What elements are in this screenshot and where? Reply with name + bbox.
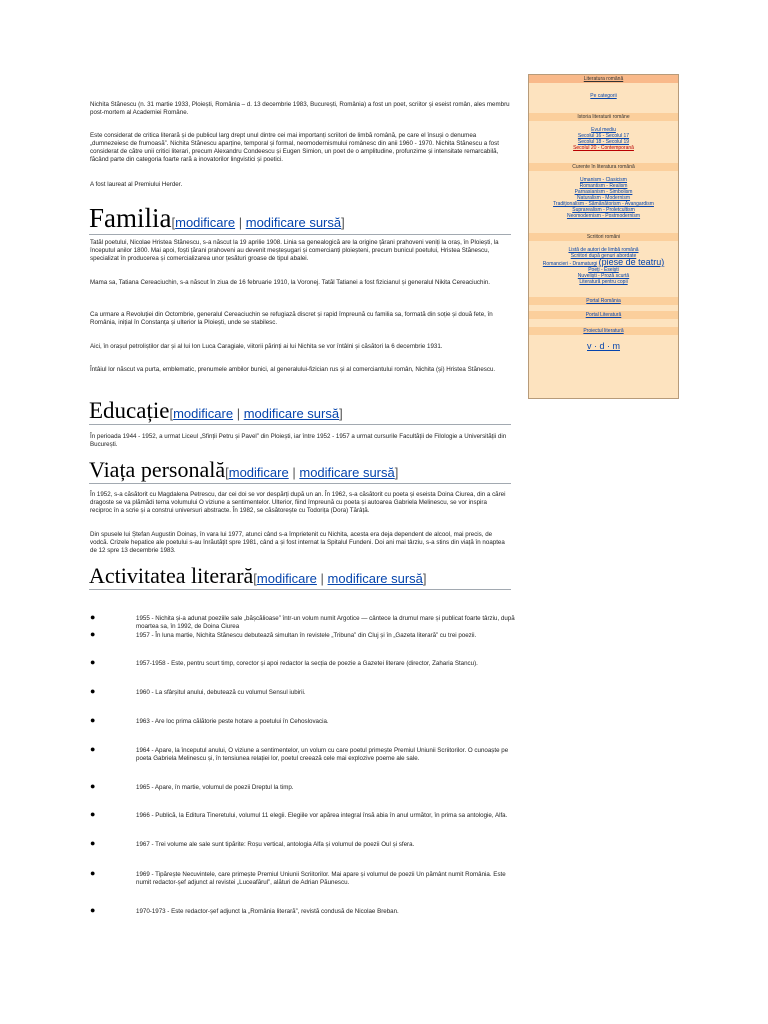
edit-bracket: ] (422, 571, 427, 586)
edit-separator: | (236, 406, 241, 421)
list-item-text: 1957-1958 - Este, pentru scurt timp, corector și apoi redactor la secția de poezie a Gazetei literare (director, Zaharia Stancu). (136, 660, 478, 667)
infobox-current-link[interactable]: Neomodernism - Postmodernism (566, 213, 641, 219)
list-item-text: 1960 - La sfârșitul anului, debutează cu volumul Sensul iubirii. (136, 689, 306, 696)
bullet: ● (90, 715, 96, 725)
bullet: ● (90, 868, 96, 878)
edit-link[interactable]: modificare (228, 465, 289, 480)
infobox-title[interactable]: Literatura română (529, 75, 678, 83)
edit-source-link[interactable]: modificare sursă (299, 465, 395, 480)
heading-activitate-title: Activitatea literară (89, 563, 254, 588)
infobox-history-header: Istoria literaturii române (529, 113, 678, 121)
list-item-text: 1966 - Publică, la Editura Tineretului, volumul 11 elegii. Elegiile vor apărea integral însă abia în anul următor, în prima sa antologie, Alfa. (136, 812, 508, 819)
edit-source-link[interactable]: modificare sursă (243, 406, 340, 421)
heading-viata (89, 457, 511, 484)
familia-paragraph-1: Tatăl poetului, Nicolae Hristea Stănescu, s-a născut la 19 aprilie 1908. Linia sa genealogică are la origine țărani prahoveni veniți la oraș, în Ploiești, la începutul anilor 1800. Mai apoi, foști țărani prahoveni au devenit meșteșugari și comercianți ploieșteni, precum bunicul poetului, Hristea Stănescu, specializat în producerea și comercializarea unor țesături groase de tipul abalei. (90, 239, 499, 262)
bullet: ● (90, 744, 96, 754)
edit-separator: | (292, 465, 296, 480)
familia-paragraph-2: Mama sa, Tatiana Cereaciuchin, s-a născut în ziua de 16 februarie 1910, la Voronej. Tatăl Tatianei a fost fizicianul și generalul Nikita Cereaciuchin. (90, 279, 491, 286)
infobox-writer-link[interactable]: Nuveliști - Proză scurtă (577, 273, 630, 279)
infobox-theatre-link[interactable]: (piese de teatru) (598, 257, 665, 267)
infobox-project (529, 327, 678, 335)
edit-bracket: [ (253, 571, 257, 586)
heading-familia (89, 203, 511, 235)
infobox-history-link[interactable]: Evul mediu (591, 127, 616, 133)
edit-source-link[interactable]: modificare sursă (245, 215, 342, 230)
heading-educatie-title: Educație (89, 398, 170, 423)
infobox-history-link[interactable]: Secolul 18 - Secolul 19 (577, 139, 630, 145)
bullet: ● (90, 686, 96, 696)
portal-romania-link[interactable]: Portal România (586, 298, 621, 304)
infobox-history-link[interactable]: Secolul 20 - Contemporană (573, 145, 634, 151)
edit-link[interactable]: modificare (256, 571, 317, 586)
infobox-writer-link[interactable]: Literatură pentru copii (579, 279, 628, 285)
educatie-paragraph-1: În perioada 1944 - 1952, a urmat Liceul „Sfinții Petru și Pavel” din Ploiești, iar între 1952 - 1957 a urmat cursurile Facultății de Filologie a Universității din București. (90, 433, 507, 448)
infobox-by-category-link[interactable]: Pe categorii (590, 93, 617, 99)
infobox-vdm-links[interactable]: v · d · m (587, 341, 620, 351)
list-item-text: 1965 - Apare, în martie, volumul de poezii Dreptul la timp. (136, 784, 294, 791)
familia-paragraph-5: Întâiul lor născut va purta, emblematic, prenumele ambilor bunici, al generalului-fizician rus și al comerciantului român, Nichita (și) Hristea Stănescu. (90, 366, 496, 373)
edit-link[interactable]: modificare (175, 215, 236, 230)
list-item-text: 1964 - Apare, la începutul anului, O viziune a sentimentelor, un volum cu care poetul primește Premiul Uniunii Scriitorilor. O cunoaște pe poeta Gabriela Melinescu și, în tensiunea relației lor, poetul creează cele mai explozive poeme ale sale. (136, 747, 509, 762)
portal-literatura-link[interactable]: Portal Literatură (585, 312, 622, 318)
intro-paragraph-2: Este considerat de critica literară și de publicul larg drept unul dintre cei mai importanți scriitori de limbă română, pe care el însuși o denumea „dumnezeiesc de frumoasă”. Nichita Stănescu aparține, temporal și formal, neomodernismului românesc din anii 1960 - 1970. Nichita Stănescu a fost considerat de către unii critici literari, precum Alexandru Condeescu și Eugen Simion, un poet de o amplitudine, profunzime și intensitate remarcabilă, făcând parte din categoria foarte rară a inovatorilor lingvistici și poetici. (90, 132, 499, 163)
edit-bracket: [ (225, 465, 229, 480)
intro-paragraph-3: A fost laureat al Premiului Herder. (90, 181, 183, 188)
infobox-current-link[interactable]: Romantism - Realism (579, 183, 628, 189)
bullet: ● (90, 905, 96, 915)
edit-separator: | (238, 215, 243, 230)
infobox-writer-link[interactable]: Romancieri - Dramaturgi (542, 261, 598, 267)
infobox-current-link[interactable]: Tradiționalism - Sămănătorism - Avangardism (553, 201, 654, 207)
heading-viata-title: Viața personală (89, 457, 226, 482)
infobox-writer-link[interactable]: Poeți - Eseiști (588, 267, 619, 273)
list-item-text: 1969 - Tipărește Necuvintele, care primește Premiul Uniunii Scriitorilor. Mai apare și volumul de poezii Un pământ numit România. Este numit redactor-șef adjunct al revistei „Luceafărul”, alături de Adrian Păunescu. (136, 871, 506, 886)
viata-paragraph-2: Din spusele lui Ștefan Augustin Doinaș, în vara lui 1977, atunci când s-a împrietenit cu Nichita, acesta era deja dependent de alcool, mai precis, de vodcă. Crizele hepatice ale poetului s-au înrăutățit spre 1981, când a și fost internat la Spitalul Fundeni. Doi ani mai târziu, s-a stins din viață în noaptea de 12 spre 13 decembrie 1983. (90, 531, 505, 554)
heading-familia-title: Familia (89, 203, 172, 233)
list-item-text: 1970-1973 - Este redactor-șef adjunct la „România literară”, revistă condusă de Nicolae Breban. (136, 908, 399, 915)
infobox-current-link[interactable]: Suprarealism - Proletcultism (572, 207, 635, 213)
edit-bracket: ] (394, 465, 399, 480)
infobox-portal-literatura (529, 311, 678, 319)
infobox-current-link[interactable]: Parnasianism - Simbolism (574, 189, 633, 195)
list-item-text: 1963 - Are loc prima călătorie peste hotare a poetului în Cehoslovacia. (136, 718, 329, 725)
edit-source-link[interactable]: modificare sursă (327, 571, 423, 586)
infobox-history-link[interactable]: Secolul 16 - Secolul 17 (577, 133, 630, 139)
bullet: ● (90, 629, 96, 639)
infobox-literatura-romana (528, 74, 679, 399)
edit-link[interactable]: modificare (173, 406, 234, 421)
list-item-text: 1955 - Nichita și-a adunat poeziile sale „bășcălioase” într-un volum numit Argotice — cântece la drumul mare și publicat foarte târziu, după moartea sa, în 1992, de Doina Ciurea (136, 615, 515, 630)
edit-bracket: ] (341, 215, 345, 230)
infobox-portal-romania (529, 297, 678, 305)
bullet: ● (90, 809, 96, 819)
heading-educatie (89, 398, 511, 425)
infobox-writers-header: Scriitori români (529, 233, 678, 241)
bullet: ● (90, 781, 96, 791)
heading-activitate (89, 563, 511, 590)
intro-paragraph-1: Nichita Stănescu (n. 31 martie 1933, Ploiești, România – d. 13 decembrie 1983, București, România) a fost un poet, scriitor și eseist român, ales membru post-mortem al Academiei Române. (90, 101, 510, 116)
edit-bracket: ] (339, 406, 343, 421)
bullet: ● (90, 657, 96, 667)
edit-separator: | (320, 571, 324, 586)
familia-paragraph-4: Aici, în orașul petroliștilor dar și al lui Ion Luca Caragiale, viitorii părinți ai lui Nichita se vor întâlni și căsători la 6 decembrie 1931. (90, 343, 443, 350)
infobox-currents-header: Curente în literatura română (529, 163, 678, 171)
list-item-text: 1967 - Trei volume ale sale sunt tipărite: Roșu vertical, antologia Alfa și volumul de poezii Oul și sfera. (136, 841, 415, 848)
bullet: ● (90, 612, 96, 622)
infobox-current-link[interactable]: Naturalism - Modernism (576, 195, 631, 201)
edit-bracket: [ (169, 406, 174, 421)
edit-bracket: [ (171, 215, 176, 230)
project-link[interactable]: Proiectul literatură (583, 328, 624, 334)
infobox-writer-link[interactable]: Scriitori după genuri abordate (570, 253, 637, 259)
viata-paragraph-1: În 1952, s-a căsătorit cu Magdalena Petrescu, dar cei doi se vor despărți după un an. În 1962, s-a căsătorit cu poeta și eseista Doina Ciurea, din a cărei dragoste se va plămădi tema volumului O viziune a sentimentelor. Ulterior, fiind împreună cu poeta și autoarea Gabriela Melinescu, se vor inspira reciproc în a scrie și a construi universuri abstracte. În 1982, se căsătorește cu Todorița (Dora) Tărâță. (90, 491, 506, 514)
bullet: ● (90, 838, 96, 848)
infobox-current-link[interactable]: Umanism - Clasicism (580, 177, 627, 183)
list-item-text: 1957 - În luna martie, Nichita Stănescu debutează simultan în revistele „Tribuna” din Cluj și în „Gazeta literară” cu trei poezii. (136, 632, 477, 639)
infobox-writer-link[interactable]: Listă de autori de limbă română (568, 247, 639, 253)
familia-paragraph-3: Ca urmare a Revoluției din Octombrie, generalul Cereaciuchin se refugiază discret și rapid împreună cu familia sa, formată din soție și două fete, în România, inițial în Constanța și ulterior la Ploiești, unde se stabilesc. (90, 311, 493, 326)
